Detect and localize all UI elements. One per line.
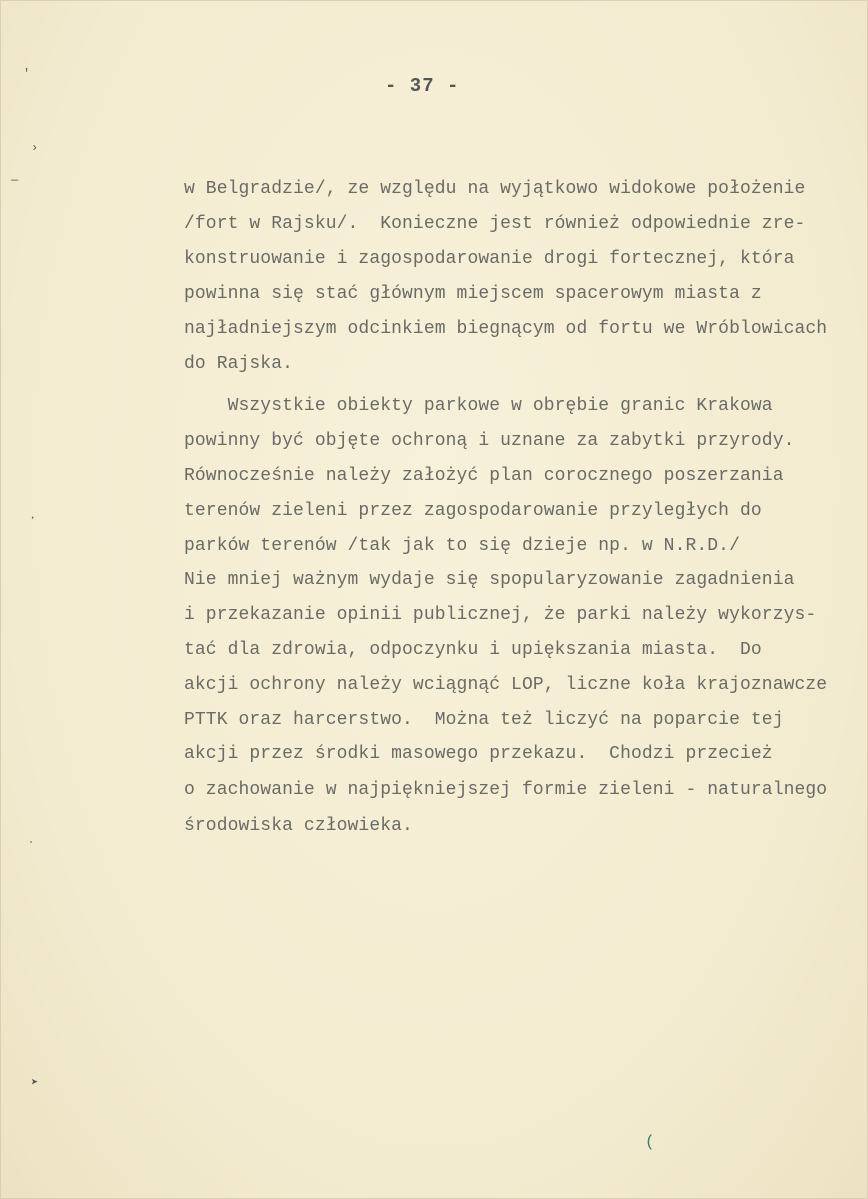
text-line: Nie mniej ważnym wydaje się spopularyzowanie zagadnienia <box>184 570 795 590</box>
text-line: środowiska człowieka. <box>184 816 413 836</box>
page-number: - 37 - <box>385 75 460 97</box>
text-line: powinna się stać głównym miejscem spacerowym miasta z <box>184 284 762 304</box>
text-line: tać dla zdrowia, odpoczynku i upiększania miasta. Do <box>184 640 762 660</box>
text-line: PTTK oraz harcerstwo. Można też liczyć na poparcie tej <box>184 710 784 730</box>
margin-mark: ˯ <box>29 831 37 845</box>
text-line: w Belgradzie/, ze względu na wyjątkowo widokowe położenie <box>184 179 806 199</box>
margin-mark: ➤ <box>31 1076 39 1090</box>
text-line: parków terenów /tak jak to się dzieje np. w N.R.D./ <box>184 536 740 556</box>
margin-mark: · <box>29 511 37 525</box>
text-line: konstruowanie i zagospodarowanie drogi fortecznej, która <box>184 249 795 269</box>
margin-mark: — <box>11 173 19 187</box>
margin-mark: ' <box>23 67 31 81</box>
text-line: akcji przez środki masowego przekazu. Chodzi przecież <box>184 744 773 764</box>
margin-mark: › <box>31 141 39 155</box>
margin-mark: ( <box>645 1133 655 1151</box>
text-line: Wszystkie obiekty parkowe w obrębie granic Krakowa <box>184 396 773 416</box>
text-line: terenów zieleni przez zagospodarowanie przyległych do <box>184 501 762 521</box>
text-line: i przekazanie opinii publicznej, że parki należy wykorzys- <box>184 605 817 625</box>
text-line: Równocześnie należy założyć plan corocznego poszerzania <box>184 466 784 486</box>
text-line: o zachowanie w najpiękniejszej formie zieleni - naturalnego <box>184 780 828 800</box>
text-line: powinny być objęte ochroną i uznane za zabytki przyrody. <box>184 431 795 451</box>
text-line: /fort w Rajsku/. Konieczne jest również odpowiednie zre- <box>184 214 806 234</box>
text-line: akcji ochrony należy wciągnąć LOP, liczne koła krajoznawcze <box>184 675 828 695</box>
text-line: najładniejszym odcinkiem biegnącym od fortu we Wróblowicach <box>184 319 828 339</box>
text-line: do Rajska. <box>184 354 294 374</box>
